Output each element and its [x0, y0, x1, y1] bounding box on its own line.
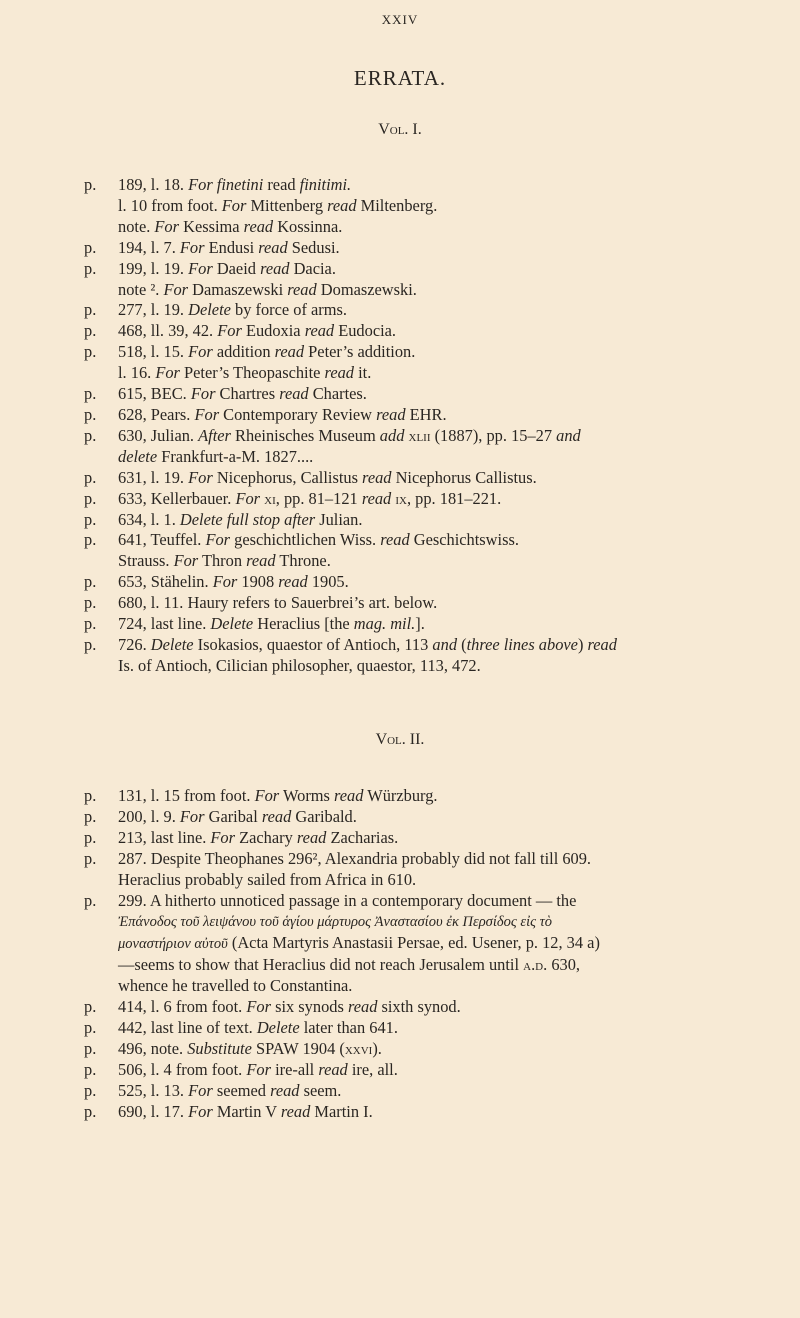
errata-text: For: [188, 1080, 213, 1100]
errata-text: 1905.: [307, 572, 349, 592]
errata-text: For: [221, 195, 247, 215]
errata-text: l. 10 from foot.: [118, 195, 222, 215]
errata-text: read: [318, 1059, 348, 1079]
errata-text: ix: [395, 488, 407, 508]
errata-text: For: [188, 342, 213, 362]
errata-line: [84, 175, 764, 196]
errata-text: 496, note.: [118, 1038, 188, 1058]
errata-line: [84, 911, 764, 933]
errata-text: Rheinisches Museum: [230, 425, 380, 445]
errata-text: For: [188, 258, 213, 278]
errata-text: Geschichtswiss.: [409, 530, 519, 550]
errata-text: For finetini: [188, 175, 264, 194]
errata-line: [84, 870, 764, 891]
errata-text: 726.: [118, 634, 151, 654]
errata-text: read: [334, 786, 364, 805]
errata-text: 680, l. 11. Haury refers to Sauerbrei’s art. below.: [118, 593, 438, 613]
errata-text: For: [179, 237, 205, 257]
errata-text: (: [457, 634, 467, 654]
errata-text: After: [198, 425, 231, 445]
errata-text: Delete: [188, 300, 231, 320]
errata-line: [84, 1018, 764, 1039]
errata-text: 633, Kellerbauer.: [118, 488, 236, 508]
errata-line: [84, 363, 764, 384]
errata-text: For: [154, 216, 180, 236]
errata-text: Zacharias.: [326, 827, 399, 847]
errata-text: read: [327, 195, 357, 215]
page-prefix: p.: [84, 593, 97, 613]
errata-text: 1908: [237, 572, 279, 592]
page-prefix: p.: [84, 175, 97, 194]
page-prefix: p.: [84, 404, 97, 424]
errata-text: read: [376, 404, 406, 424]
page-prefix: p.: [84, 890, 97, 910]
errata-line: [84, 891, 764, 912]
errata-text: Frankfurt-a-M. 1827....: [157, 446, 314, 466]
errata-text: , pp. 81–121: [275, 488, 362, 508]
page-prefix: p.: [84, 1101, 97, 1121]
errata-text: read: [258, 237, 288, 257]
errata-text: read: [274, 342, 305, 362]
errata-text: EHR.: [405, 404, 447, 424]
errata-text: For: [246, 997, 271, 1017]
page-prefix: p.: [84, 425, 97, 445]
page-prefix: p.: [84, 321, 97, 341]
errata-line: [84, 300, 764, 321]
errata-line: [84, 656, 764, 677]
errata-text: 199, l. 19.: [118, 258, 189, 278]
errata-text: For: [254, 786, 280, 805]
errata-text: 615, BEC.: [118, 384, 191, 404]
errata-text: Worms: [279, 786, 335, 805]
errata-text: xxvi: [344, 1038, 373, 1058]
errata-text: For: [194, 404, 220, 424]
errata-text: a.d.: [523, 955, 548, 975]
errata-text: Dacia.: [289, 258, 336, 278]
errata-text: 277, l. 19.: [118, 300, 189, 320]
errata-text: read: [587, 634, 617, 654]
errata-text: For: [235, 488, 261, 508]
errata-text: 630,: [547, 955, 580, 975]
errata-text: 653, Stähelin.: [118, 572, 213, 592]
errata-text: (1887), pp. 15–27: [430, 425, 557, 445]
errata-line: [84, 828, 764, 849]
errata-text: For: [188, 1101, 213, 1121]
errata-text: Isokasios, quaestor of Antioch, 113: [193, 634, 433, 654]
errata-line: [84, 1102, 764, 1123]
errata-line: [84, 259, 764, 280]
errata-text: Mittenberg: [246, 195, 328, 215]
errata-text: whence he travelled to Constantina.: [118, 976, 353, 996]
errata-text: read: [287, 279, 317, 299]
errata-text: Martin V: [212, 1101, 281, 1121]
errata-text: For: [217, 321, 242, 341]
page-prefix: p.: [84, 572, 97, 592]
errata-text: xi: [264, 488, 276, 508]
page-title: ERRATA.: [353, 66, 447, 90]
errata-text: Kessima: [179, 216, 244, 236]
errata-text: Thron: [198, 551, 247, 571]
errata-line: [84, 551, 764, 572]
page-prefix: p.: [84, 1059, 97, 1079]
errata-text: For: [188, 467, 213, 487]
page-prefix: p.: [84, 467, 97, 487]
errata-line: [84, 807, 764, 828]
page-prefix: p.: [84, 827, 97, 847]
page-prefix: p.: [84, 614, 97, 634]
errata-line: [84, 997, 764, 1018]
errata-line: [84, 635, 764, 656]
errata-text: For: [163, 279, 189, 299]
errata-text: Ἐπάνοδος τοῦ λειψάνου τοῦ ἁγίου μάρτυρος Ἀναστασίου ἐκ Περσίδος εἰς τὸ: [118, 914, 553, 931]
errata-text: read: [279, 384, 309, 404]
errata-text: Miltenberg.: [356, 195, 438, 215]
errata-text: read: [304, 321, 335, 341]
errata-text: note ².: [118, 279, 164, 299]
page-prefix: p.: [84, 806, 97, 826]
errata-text: 442, last line of text.: [118, 1017, 257, 1037]
errata-text: μοναστήριον αὐτοῦ: [118, 936, 228, 953]
errata-text: 630, Julian.: [118, 425, 199, 445]
errata-text: Heraclius probably sailed from Africa in 610.: [118, 869, 417, 889]
errata-text: For: [210, 827, 236, 847]
errata-line: [84, 614, 764, 635]
page-prefix: p.: [84, 1038, 97, 1058]
errata-text: 213, last line.: [118, 827, 211, 847]
page-prefix: p.: [84, 1017, 97, 1037]
errata-text: read: [270, 1080, 300, 1100]
errata-text: Delete: [256, 1017, 300, 1037]
errata-text: read: [362, 467, 392, 487]
errata-text: by force of arms.: [230, 300, 347, 320]
errata-text: For: [190, 384, 216, 404]
errata-text: Delete full stop after: [179, 509, 316, 529]
errata-list-vol-2: [84, 786, 764, 1123]
errata-line: [84, 384, 764, 405]
errata-text: ): [577, 634, 588, 654]
errata-text: For: [173, 551, 199, 571]
errata-text: finitimi.: [299, 175, 352, 194]
errata-text: Delete: [150, 634, 194, 654]
errata-text: 200, l. 9.: [118, 806, 180, 826]
page-prefix: p.: [84, 300, 97, 320]
errata-text: 468, ll. 39, 42.: [118, 321, 218, 341]
errata-line: [84, 321, 764, 342]
errata-text: and: [556, 425, 581, 445]
page-prefix: p.: [84, 997, 97, 1017]
errata-text: xlii: [408, 425, 431, 445]
volume-heading-1: Vol. I.: [378, 121, 422, 138]
errata-text: ire-all: [270, 1059, 319, 1079]
errata-line: [84, 238, 764, 259]
errata-text: Garibald.: [291, 806, 357, 826]
volume-heading-2: Vol. II.: [375, 731, 425, 748]
errata-text: 414, l. 6 from foot.: [118, 997, 247, 1017]
errata-text: Eudocia.: [334, 321, 397, 341]
errata-text: Eudoxia: [241, 321, 305, 341]
errata-text: —seems to show that Heraclius did not reach Jerusalem until: [118, 955, 524, 975]
errata-line: [84, 786, 764, 807]
errata-text: read: [261, 806, 292, 826]
page-prefix: p.: [84, 488, 97, 508]
errata-text: read: [278, 572, 308, 592]
errata-line: [84, 572, 764, 593]
errata-text: addition: [212, 342, 275, 362]
page-prefix: p.: [84, 384, 97, 404]
errata-text: geschichtlichen Wiss.: [230, 530, 381, 550]
errata-text: 641, Teuffel.: [118, 530, 206, 550]
errata-line: [84, 510, 764, 531]
errata-line: [84, 976, 764, 997]
errata-text: For: [155, 363, 180, 383]
errata-text: Chartes.: [308, 384, 367, 404]
errata-line: [84, 489, 764, 510]
errata-line: [84, 849, 764, 870]
page-prefix: p.: [84, 509, 97, 529]
errata-text: ].: [415, 614, 425, 634]
errata-text: six synods: [270, 997, 348, 1017]
errata-text: delete: [118, 446, 158, 466]
errata-text: Sedusi.: [287, 237, 340, 257]
errata-line: [84, 426, 764, 447]
errata-text: read: [380, 530, 410, 550]
errata-text: Contemporary Review: [219, 404, 377, 424]
errata-text: Heraclius [the: [253, 614, 354, 634]
page-prefix: p.: [84, 786, 97, 805]
errata-text: read: [260, 258, 290, 278]
errata-text: Kossinna.: [273, 216, 343, 236]
errata-text: 506, l. 4 from foot.: [118, 1059, 247, 1079]
errata-text: three lines above: [466, 634, 578, 654]
errata-text: Strauss.: [118, 551, 174, 571]
errata-list-vol-1: [84, 175, 764, 677]
errata-line: [84, 196, 764, 217]
errata-text: read: [280, 1101, 311, 1121]
errata-text: Throne.: [275, 551, 331, 571]
errata-text: SPAW 1904 (: [251, 1038, 345, 1058]
errata-text: Endusi: [204, 237, 259, 257]
errata-text: 287. Despite Theophanes 296², Alexandria probably did not fall till 609.: [118, 848, 592, 868]
errata-line: [84, 1060, 764, 1081]
errata-text: Nicephorus Callistus.: [391, 467, 537, 487]
errata-text: later than 641.: [299, 1017, 398, 1037]
errata-text: (Acta Martyris Anastasii Persae, ed. Usener, p. 12, 34 a): [227, 933, 600, 953]
errata-text: Delete: [210, 614, 254, 634]
errata-text: l. 16.: [118, 363, 156, 383]
errata-line: [84, 1081, 764, 1102]
errata-text: read: [243, 216, 274, 236]
errata-text: Peter’s Theopaschite: [179, 363, 325, 383]
errata-text: Würzburg.: [363, 786, 438, 805]
page-prefix: p.: [84, 634, 97, 654]
errata-text: Substitute: [187, 1038, 252, 1058]
page-prefix: p.: [84, 1080, 97, 1100]
errata-text: Is. of Antioch, Cilician philosopher, quaestor, 113, 472.: [118, 655, 481, 675]
page-number: xxiv: [381, 8, 419, 29]
errata-line: [84, 1039, 764, 1060]
errata-text: read: [246, 551, 276, 571]
errata-text: add: [379, 425, 405, 445]
errata-text: 628, Pears.: [118, 404, 195, 424]
errata-text: and: [432, 634, 458, 654]
errata-text: read: [347, 997, 378, 1017]
errata-text: it.: [353, 363, 372, 383]
errata-text: 690, l. 17.: [118, 1101, 189, 1121]
errata-text: Domaszewski.: [316, 279, 417, 299]
errata-text: 299. A hitherto unnoticed passage in a contemporary document — the: [118, 890, 577, 910]
errata-text: 634, l. 1.: [118, 509, 180, 529]
errata-text: read: [324, 363, 354, 383]
errata-line: [84, 933, 764, 955]
page-prefix: p.: [84, 530, 97, 550]
errata-text: Damaszewski: [188, 279, 288, 299]
errata-text: 631, l. 19.: [118, 467, 189, 487]
errata-text: Julian.: [315, 509, 363, 529]
errata-text: ).: [372, 1038, 382, 1058]
errata-text: note.: [118, 216, 155, 236]
errata-text: seemed: [212, 1080, 271, 1100]
errata-text: seem.: [299, 1080, 342, 1100]
errata-text: ire, all.: [347, 1059, 398, 1079]
errata-text: 518, l. 15.: [118, 342, 189, 362]
errata-text: Nicephorus, Callistus: [212, 467, 363, 487]
errata-text: 525, l. 13.: [118, 1080, 189, 1100]
errata-text: Peter’s addition.: [304, 342, 416, 362]
errata-text: 131, l. 15 from foot.: [118, 786, 255, 805]
errata-line: [84, 405, 764, 426]
errata-text: read: [361, 488, 392, 508]
errata-text: For: [179, 806, 205, 826]
errata-text: Chartres: [215, 384, 280, 404]
errata-line: [84, 217, 764, 238]
errata-line: [84, 955, 764, 976]
errata-line: [84, 593, 764, 614]
errata-text: sixth synod.: [377, 997, 461, 1017]
errata-text: read: [263, 175, 300, 194]
errata-text: For: [246, 1059, 271, 1079]
errata-text: 194, l. 7.: [118, 237, 180, 257]
page-prefix: p.: [84, 342, 97, 362]
errata-text: Garibal: [204, 806, 262, 826]
errata-text: mag. mil.: [353, 614, 416, 634]
errata-text: 189, l. 18.: [118, 175, 189, 194]
errata-text: Martin I.: [310, 1101, 373, 1121]
page-prefix: p.: [84, 237, 97, 257]
errata-text: 724, last line.: [118, 614, 211, 634]
errata-text: read: [296, 827, 327, 847]
errata-text: Zachary: [235, 827, 297, 847]
errata-line: [84, 468, 764, 489]
errata-line: [84, 530, 764, 551]
errata-line: [84, 447, 764, 468]
page-prefix: p.: [84, 848, 97, 868]
errata-text: For: [212, 572, 238, 592]
errata-text: Daeid: [212, 258, 261, 278]
errata-text: For: [205, 530, 231, 550]
page-prefix: p.: [84, 258, 97, 278]
errata-line: [84, 280, 764, 301]
errata-text: , pp. 181–221.: [406, 488, 502, 508]
errata-line: [84, 342, 764, 363]
